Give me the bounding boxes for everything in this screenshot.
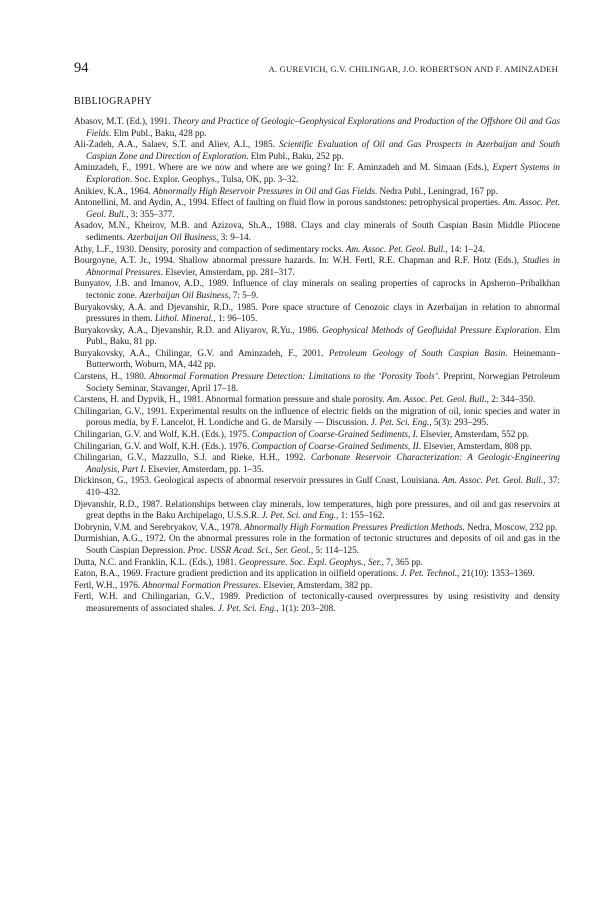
reference-text: Chilingarian, G.V. and Wolf, K.H. (Eds.), 1975. <box>74 429 252 440</box>
reference-text: Athy, L.F., 1930. Density, porosity and compaction of sedimentary rocks. <box>74 243 346 254</box>
reference-text: . Nedra, Moscow, 232 pp. <box>462 521 558 532</box>
reference-entry <box>74 533 560 556</box>
reference-entry <box>74 244 560 256</box>
reference-text: Djevanshir, R.D., 1987. Relationships between clay minerals, low temperatures, high pore pressures, and oil and gas reservoirs at great depths in the Baku Archipelago, U.S.S.R. <box>74 498 560 521</box>
reference-entry <box>74 278 560 301</box>
reference-entry <box>74 406 560 429</box>
reference-text: Bunyatov, J.B. and Imanov, A.D., 1989. Influence of clay minerals on sealing properties of caprocks in Apsheron–Pribalkhan tectonic zone. <box>74 278 560 300</box>
reference-text: Chilingarian, G.V., Mazzullo, S.J. and Rieke, H.H., 1992. <box>74 452 311 463</box>
reference-entry <box>74 568 560 580</box>
reference-title: Am. Assoc. Pet. Geol. Bull. <box>387 394 487 405</box>
reference-text: . Elm Publ., Baku, 252 pp. <box>246 150 344 161</box>
running-head <box>74 60 558 78</box>
reference-text: Carstens, H., 1980. <box>74 371 150 382</box>
reference-title: Am. Assoc. Pet. Geol. Bull. <box>442 475 544 486</box>
reference-title: Lithol. Mineral. <box>154 313 214 324</box>
reference-entry <box>74 475 560 498</box>
reference-text: , 2: 344–350. <box>486 394 536 405</box>
reference-title: Abnormal Formation Pressures <box>142 579 259 590</box>
reference-title: Theory and Practice of Geologic–Geophysical Explorations and Production of the Offshore Oil and Gas Fields <box>86 116 560 138</box>
reference-entry <box>74 302 560 325</box>
reference-text: Dobrynin, V.M. and Serebryakov, V.A., 1978. <box>74 521 245 532</box>
reference-text: . Nedra Publ., Leningrad, 167 pp. <box>374 185 498 196</box>
reference-title: Abnormally High Reservoir Pressures in Oil and Gas Fields <box>153 185 375 196</box>
reference-text: , 1: 96–105. <box>213 313 258 324</box>
reference-entry <box>74 591 560 614</box>
reference-text: , 37: 410–432. <box>86 475 560 497</box>
reference-text: Fertl, W.H. and Chilingarian, G.V., 1989. Prediction of tectonically-caused overpressures by using resistivity and density measurements of associated shales. <box>74 591 560 613</box>
reference-entry <box>74 441 560 453</box>
reference-title: Azerbaijan Oil Business <box>127 231 217 242</box>
reference-text: , 5: 114–125. <box>310 544 359 555</box>
reference-text: Bourgoyne, A.T. Jr., 1994. Shallow abnormal pressure hazards. In: W.H. Fertl, R.E. Chapman and R.F. Hotz (Eds.), <box>74 255 523 266</box>
reference-entry <box>74 394 560 406</box>
reference-text: Anikiev, K.A., 1964. <box>74 185 154 196</box>
reference-entry <box>74 139 560 162</box>
reference-text: , 21(10): 1353–1369. <box>457 568 535 579</box>
reference-text: . Preprint, Norwegian Petroleum Society Seminar, Stavanger, April 17–18. <box>86 371 560 393</box>
reference-text: . Elsevier, Amsterdam, 808 pp. <box>418 440 533 451</box>
reference-text: Dutta, N.C. and Franklin, K.L. (Eds.), 1981. <box>74 556 239 567</box>
reference-entry <box>74 452 560 475</box>
reference-text: , 5(3): 293–295. <box>429 417 489 428</box>
reference-text: . Elm Publ., Baku, 81 pp. <box>86 324 560 347</box>
reference-title: Azerbaijan Oil Business <box>139 289 229 300</box>
section-title: BIBLIOGRAPHY <box>74 96 153 107</box>
reference-text: Abasov, M.T. (Ed.), 1991. <box>74 116 173 126</box>
reference-text: , 3: 355–377. <box>126 208 175 219</box>
reference-text: , 7, 365 pp. <box>381 556 423 567</box>
reference-title: Am. Assoc. Pet. Geol. Bull. <box>86 197 560 219</box>
reference-text: , 7: 5–9. <box>228 289 259 300</box>
reference-title: Abnormally High Formation Pressures Prediction Methods <box>244 521 463 532</box>
reference-text: Ali-Zadeh, A.A., Salaev, S.T. and Aliev, A.I., 1985. <box>74 139 280 150</box>
reference-entry <box>74 371 560 394</box>
reference-title: J. Pet. Sci. Eng. <box>370 417 430 428</box>
reference-entry <box>74 499 560 522</box>
reference-title: Compaction of Coarse-Grained Sediments, II <box>251 440 419 451</box>
reference-text: Buryakovsky, A.A. and Djevanshir, R.D., 1985. Pore space structure of Cenozoic clays in Azerbaijan in relation to abnormal pressures in them. <box>74 301 560 324</box>
reference-title: Studies in Abnormal Pressures <box>86 255 560 277</box>
reference-text: . Elsevier, Amsterdam, pp. 1–35. <box>143 463 264 474</box>
reference-title: Proc. USSR Acad. Sci., Ser. Geol. <box>187 544 311 555</box>
reference-text: Aminzadeh, F., 1991. Where are we now and where are we going? In: F. Aminzadeh and M. Simaan (Eds.), <box>74 162 493 173</box>
reference-title: Carbonate Reservoir Characterization: A Geologic-Engineering Analysis, Part I <box>86 452 561 474</box>
reference-title: Petroleum Geology of South Caspian Basin <box>328 347 506 358</box>
reference-entry <box>74 186 560 198</box>
page-number: 94 <box>74 60 89 76</box>
reference-text: , 14: 1–24. <box>445 243 485 254</box>
reference-text: . Elm Publ., Baku, 428 pp. <box>108 127 207 138</box>
reference-title: J. Pet. Technol. <box>400 568 458 579</box>
reference-text: Buryakovsky, A.A., Djevanshir, R.D. and Aliyarov, R.Yu., 1986. <box>74 324 323 335</box>
reference-text: Dickinson, G., 1953. Geological aspects of abnormal reservoir pressures in Gulf Coast, Louisiana. <box>74 475 443 486</box>
reference-entry <box>74 220 560 243</box>
reference-text: Antonellini, M. and Aydin, A., 1994. Effect of faulting on fluid flow in porous sandstones: petrophysical properties. <box>74 197 503 208</box>
reference-text: . Soc. Explor. Geophys., Tulsa, OK, pp. 3–32. <box>129 173 299 184</box>
reference-text: Asadov, M.N., Kheirov, M.B. and Azizova, Sh.A., 1988. Clays and clay minerals of South Caspian Basin Middle Pliocene sediments. <box>74 220 560 242</box>
reference-text: Chilingarian, G.V. and Wolf, K.H. (Eds.). 1976. <box>74 440 252 451</box>
reference-title: Compaction of Coarse-Grained Sediments, I <box>251 429 416 440</box>
reference-text: . Heinemann–Butterworth, Woburn, MA, 442 pp. <box>86 347 561 370</box>
reference-list <box>74 116 560 615</box>
reference-title: Geophysical Methods of Geofluidal Pressure Exploration <box>322 324 539 335</box>
reference-text: . Elsevier, Amsterdam, 382 pp. <box>258 579 373 590</box>
reference-entry <box>74 557 560 569</box>
reference-entry <box>74 116 560 139</box>
reference-entry <box>74 522 560 534</box>
reference-text: , 1(1): 203–208. <box>276 602 336 613</box>
reference-title: J. Pet. Sci. and Eng. <box>261 510 337 521</box>
reference-text: . Elsevier, Amsterdam, pp. 281–317. <box>160 266 295 277</box>
reference-entry <box>74 197 560 220</box>
reference-text: Chilingarian, G.V., 1991. Experimental results on the influence of electric fields on the migration of oil, ionic species and water in porous media, by F. Lancelot, H. Londiche and G. de Marsily — Discussion. <box>74 405 560 428</box>
reference-entry <box>74 348 560 371</box>
reference-title: Scientific Evaluation of Oil and Gas Prospects in Azerbaijan and South Caspian Zone and Direction of Exploration <box>86 139 560 161</box>
reference-text: Eaton, B.A., 1969. Fracture gradient prediction and its application in oilfield operations. <box>74 568 401 579</box>
reference-text: Durmishian, A.G., 1972. On the abnormal pressures role in the formation of tectonic structures and deposits of oil and gas in the South Caspian Depression. <box>74 533 560 555</box>
header-authors: A. GUREVICH, G.V. CHILINGAR, J.O. ROBERTSON AND F. AMINZADEH <box>268 64 558 74</box>
reference-title: Am. Assoc. Pet. Geol. Bull. <box>345 243 446 254</box>
reference-text: Fertl, W.H., 1976. <box>74 579 143 590</box>
reference-title: Geopressure. Soc. Expl. Geophys., Ser. <box>238 556 382 567</box>
reference-title: J. Pet. Sci. Eng. <box>217 602 277 613</box>
reference-entry <box>74 325 560 348</box>
reference-entry <box>74 580 560 592</box>
reference-entry <box>74 255 560 278</box>
reference-text: Carstens, H. and Dypvik, H., 1981. Abnormal formation pressure and shale porosity. <box>74 394 388 405</box>
reference-title: Abnormal Formation Pressure Detection: Limitations to the ‘Porosity Tools’ <box>149 371 438 382</box>
reference-title: Expert Systems in Exploration <box>86 162 560 184</box>
reference-entry <box>74 162 560 185</box>
reference-entry <box>74 429 560 441</box>
reference-text: . Elsevier, Amsterdam, 552 pp. <box>415 429 530 440</box>
reference-text: Buryakovsky, A.A., Chilingar, G.V. and Aminzadeh, F., 2001. <box>74 347 329 358</box>
reference-text: , 1: 155–162. <box>336 510 385 521</box>
reference-text: , 3: 9–14. <box>216 231 251 242</box>
